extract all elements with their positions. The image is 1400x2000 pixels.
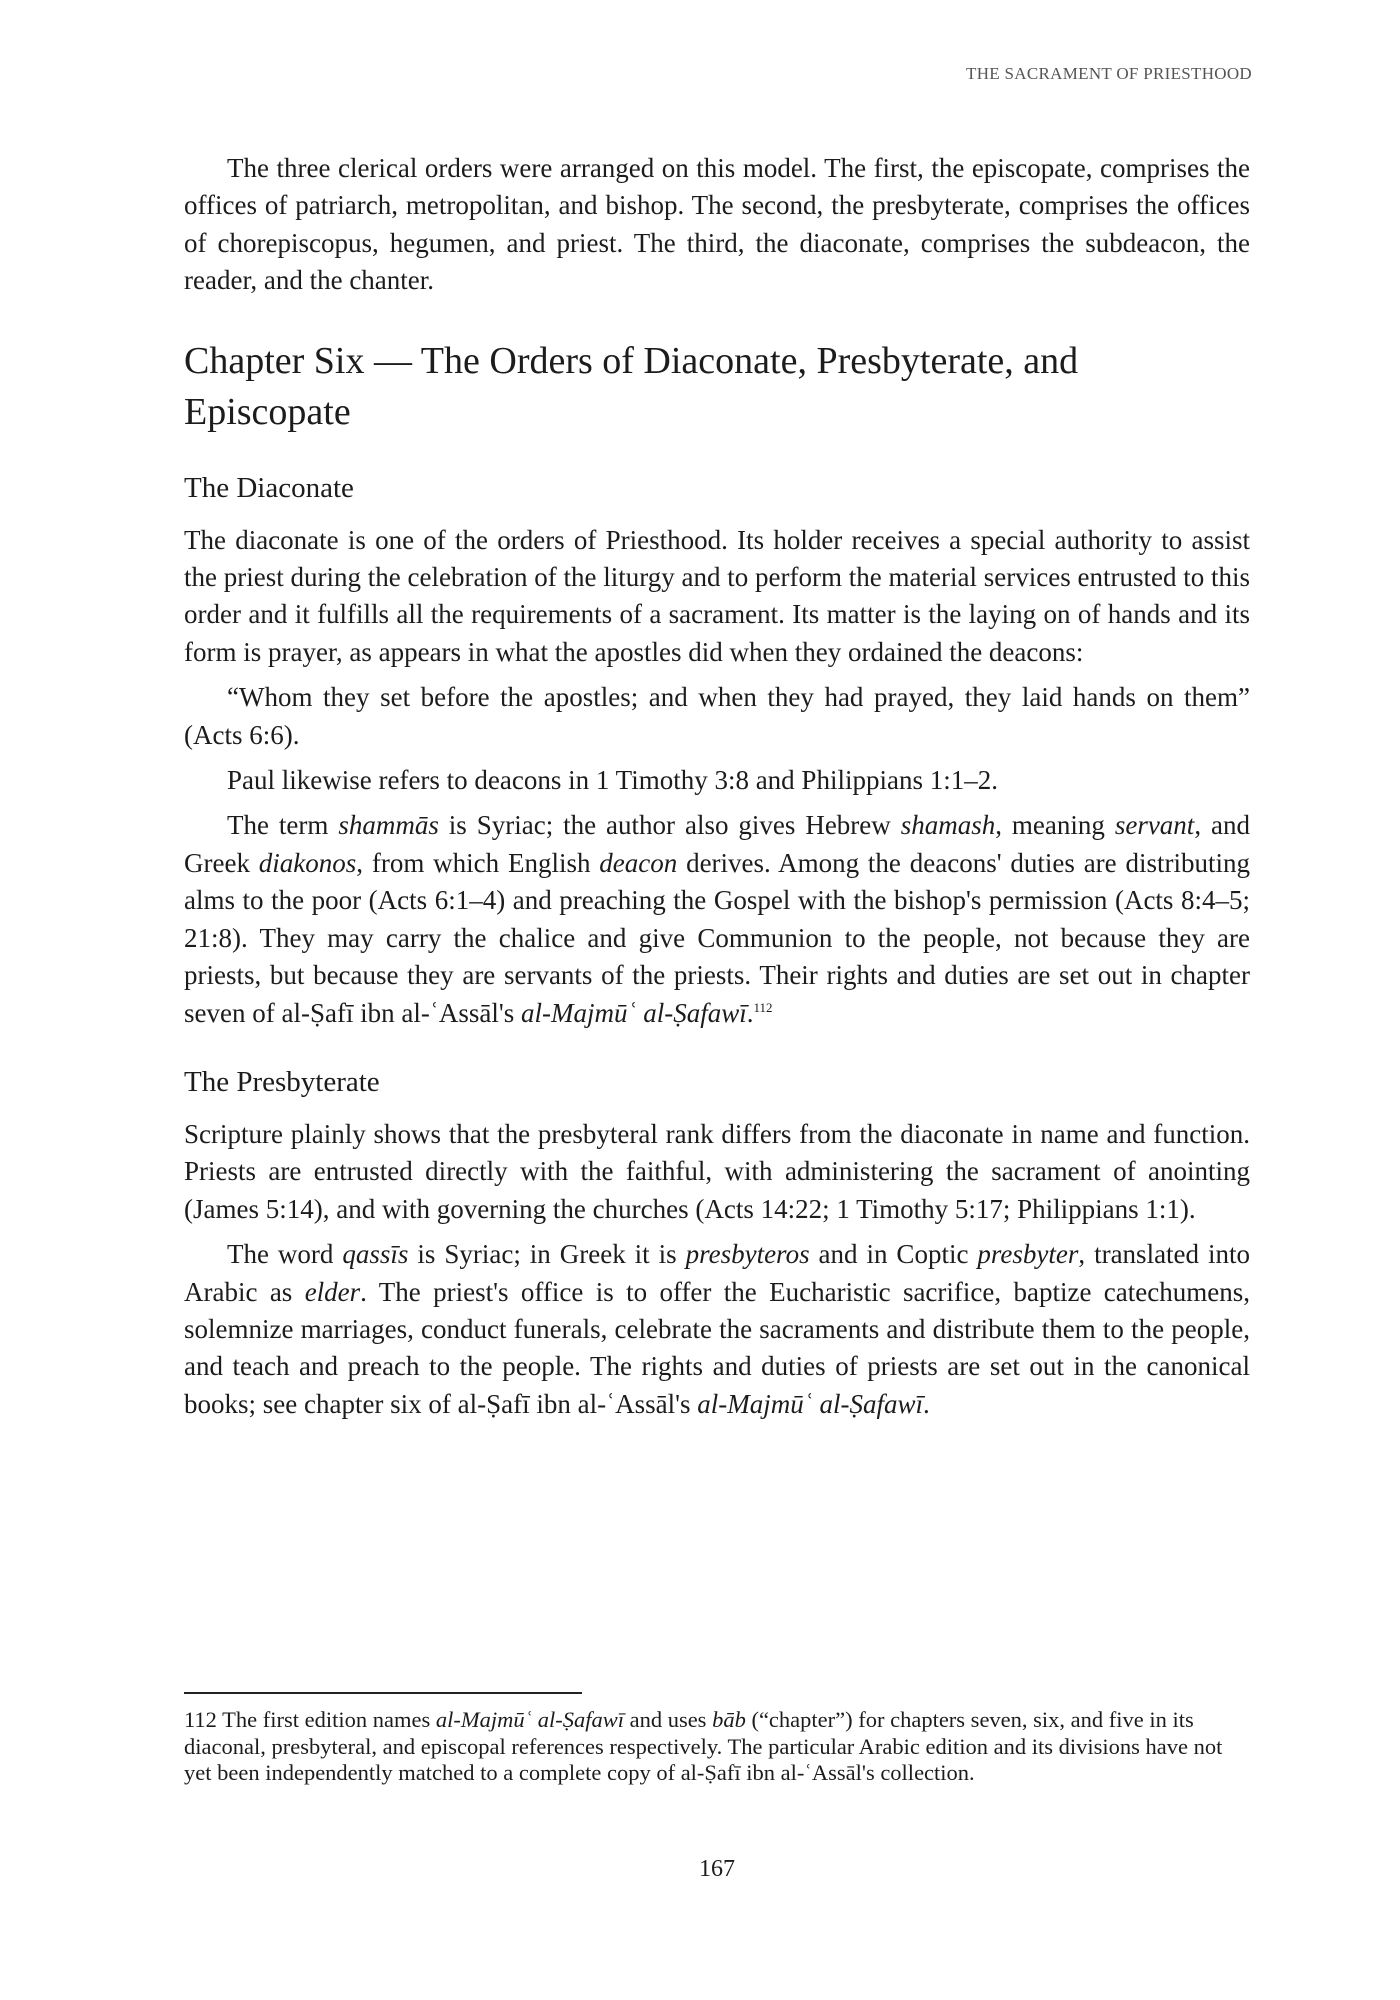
- section-heading-diaconate: The Diaconate: [184, 471, 354, 504]
- text-run: (“chapter”) for chapters seven, six, and five in its diaconal, presbyteral, and episcopal references respectively. The particular Arabic edition and its divisions have not yet been independently matched to a complete copy of al-Ṣafī ibn al-ʿAssāl's collection.: [184, 1707, 1223, 1785]
- text-run: and in Coptic: [809, 1239, 978, 1270]
- text-run: The term: [227, 810, 339, 841]
- page-number: 167: [699, 1856, 735, 1882]
- text-run: , from which English: [356, 847, 600, 878]
- text-run: is Syriac; the author also gives Hebrew: [438, 810, 901, 841]
- italic-term: elder: [304, 1276, 361, 1307]
- text-run: , meaning: [995, 810, 1115, 841]
- diaconate-paragraph-1: The diaconate is one of the orders of Priesthood. Its holder receives a special authority to assist the priest during the celebration of the liturgy and to perform the material services entrusted to this order and it fulfills all the requirements of a sacrament. Its matter is the laying on of hands and its form is prayer, as appears in what the apostles did when they ordained the deacons:: [184, 524, 1250, 667]
- text-run: . The priest's office is to offer the Eucharistic sacrifice, baptize catechumens, solemnize marriages, conduct funerals, celebrate the sacraments and distribute them to the people, and teach and preach to the people. The rights and duties of priests are set out in the canonical books; see chapter six of al-Ṣafī ibn al-ʿAssāl's: [184, 1276, 1250, 1419]
- italic-term: bāb: [712, 1707, 746, 1732]
- diaconate-paragraph-3: [184, 807, 1250, 1031]
- running-head: THE SACRAMENT OF PRIESTHOOD: [966, 64, 1252, 83]
- text-run: derives. Among the deacons' duties are distributing alms to the poor (Acts 6:1–4) and preaching the Gospel with the bishop's permission (Acts 8:4–5; 21:8). They may carry the chalice and give Communion to the people, not because they are priests, but because they are servants of the priests. Their rights and duties are set out in chapter seven of al-Ṣafī ibn al-ʿAssāl's: [184, 847, 1250, 1028]
- text-run: The first edition names: [216, 1707, 436, 1732]
- intro-paragraph: The three clerical orders were arranged on this model. The first, the episcopate, comprises the offices of patriarch, metropolitan, and bishop. The second, the presbyterate, comprises the offices of chorepiscopus, hegumen, and priest. The third, the diaconate, comprises the subdeacon, the reader, and the chanter.: [184, 153, 1250, 296]
- text-run: , translated into Arabic as: [184, 1239, 1250, 1307]
- book-title: al-Majmūʿ al-Ṣafawī: [697, 1388, 923, 1419]
- diaconate-paragraph-2: Paul likewise refers to deacons in 1 Timothy 3:8 and Philippians 1:1–2.: [227, 765, 998, 796]
- text-run: is Syriac; in Greek it is: [408, 1239, 686, 1270]
- italic-term: shamash: [900, 810, 996, 841]
- footnote-reference[interactable]: 112: [753, 999, 773, 1015]
- book-title: al-Majmūʿ al-Ṣafawī: [521, 997, 747, 1028]
- book-title: al-Majmūʿ al-Ṣafawī: [435, 1707, 624, 1732]
- italic-term: deacon: [599, 847, 678, 878]
- section-heading-presbyterate: The Presbyterate: [184, 1065, 380, 1098]
- text-run: .: [746, 997, 754, 1028]
- presbyterate-paragraph-1: Scripture plainly shows that the presbyteral rank differs from the diaconate in name and function. Priests are entrusted directly with the faithful, with administering the sacrament of anointing (James 5:14), and with governing the churches (Acts 14:22; 1 Timothy 5:17; Philippians 1:1).: [184, 1118, 1250, 1224]
- chapter-title: Chapter Six — The Orders of Diaconate, Presbyterate, and Episcopate: [184, 339, 1079, 433]
- footnote-112: [184, 1707, 1250, 1787]
- presbyterate-paragraph-2: [184, 1236, 1250, 1423]
- footnote-number: 112: [184, 1707, 217, 1732]
- text-run: , and Greek: [184, 810, 1250, 878]
- italic-term: qassīs: [342, 1239, 409, 1270]
- italic-term: diakonos: [258, 847, 357, 878]
- italic-term: shammās: [338, 810, 439, 841]
- footnote-divider: [184, 1692, 582, 1694]
- text-run: The word: [227, 1239, 343, 1270]
- text-run: .: [922, 1388, 930, 1419]
- italic-term: servant: [1114, 810, 1195, 841]
- main-text: [184, 150, 1250, 1431]
- italic-term: presbyter: [977, 1239, 1079, 1270]
- italic-term: presbyteros: [685, 1239, 810, 1270]
- acts-quotation: “Whom they set before the apostles; and when they had prayed, they laid hands on them” (Acts 6:6).: [184, 682, 1250, 750]
- text-run: and uses: [623, 1707, 713, 1732]
